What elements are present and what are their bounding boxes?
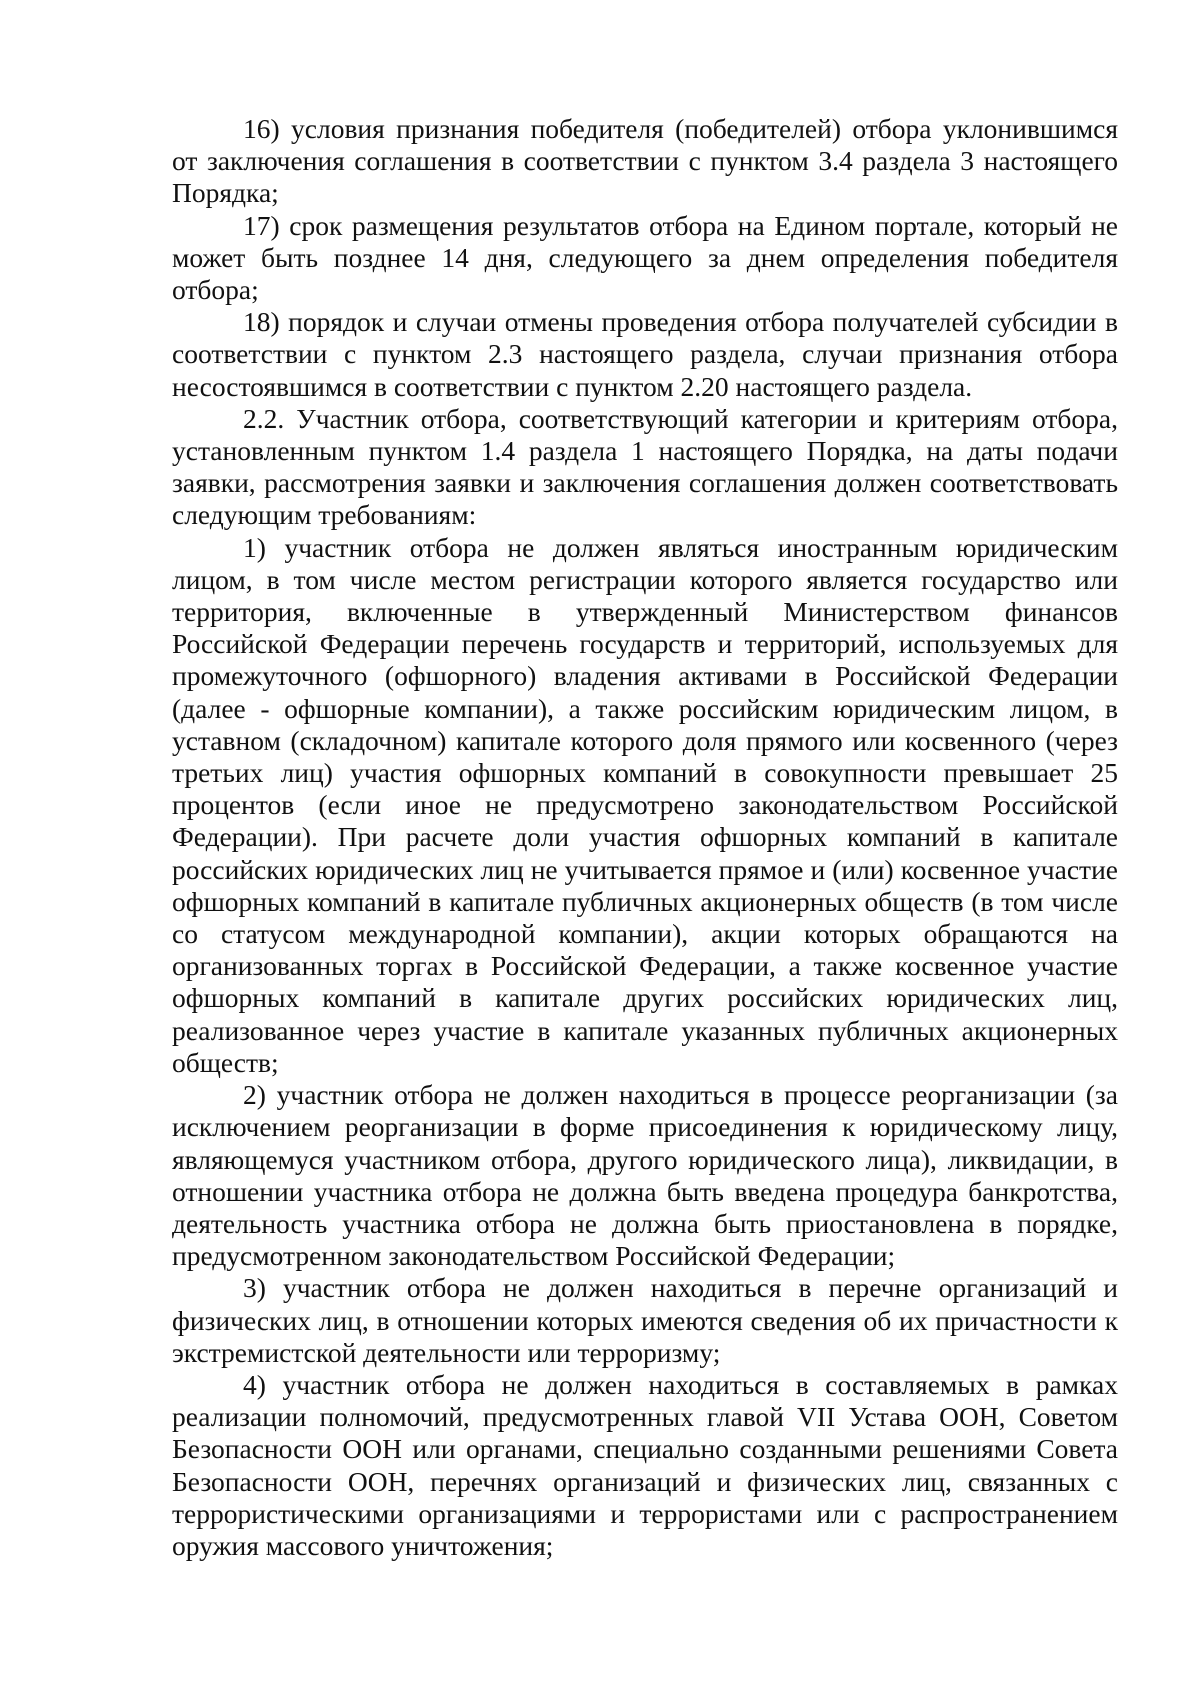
- document-text: [172, 113, 1118, 1562]
- paragraph-requirement-2: 2) участник отбора не должен находиться в процессе реорганизации (за исключением реорганизации в форме присоединения к юридическому лицу, являющемуся участником отбора, другого юридического лица), ликвидации, в отношении участника отбора не должна быть введена процедура банкротства, деятельность участника отбора не должна быть приостановлена в порядке, предусмотренном законодательством Российской Федерации;: [172, 1079, 1118, 1272]
- paragraph-item-17: 17) срок размещения результатов отбора на Едином портале, который не может быть позднее 14 дня, следующего за днем определения победителя отбора;: [172, 209, 1118, 306]
- paragraph-item-16: 16) условия признания победителя (победителей) отбора уклонившимся от заключения соглашения в соответствии с пунктом 3.4 раздела 3 настоящего Порядка;: [172, 113, 1118, 209]
- paragraph-requirement-1: 1) участник отбора не должен являться иностранным юридическим лицом, в том числе местом регистрации которого является государство или территория, включенные в утвержденный Министерством финансов Российской Федерации перечень государств и территорий, используемых для промежуточного (офшорного) владения активами в Российской Федерации (далее - офшорные компании), а также российским юридическим лицом, в уставном (складочном) капитале которого доля прямого или косвенного (через третьих лиц) участия офшорных компаний в совокупности превышает 25 процентов (если иное не предусмотрено законодательством Российской Федерации). При расчете доли участия офшорных компаний в капитале российских юридических лиц не учитывается прямое и (или) косвенное участие офшорных компаний в капитале публичных акционерных обществ (в том числе со статусом международной компании), акции которых обращаются на организованных торгах в Российской Федерации, а также косвенное участие офшорных компаний в капитале других российских юридических лиц, реализованное через участие в капитале указанных публичных акционерных обществ;: [172, 531, 1118, 1078]
- paragraph-section-2-2: 2.2. Участник отбора, соответствующий категории и критериям отбора, установленным пунктом 1.4 раздела 1 настоящего Порядка, на даты подачи заявки, рассмотрения заявки и заключения соглашения должен соответствовать следующим требованиям:: [172, 402, 1118, 531]
- paragraph-requirement-3: 3) участник отбора не должен находиться в перечне организаций и физических лиц, в отношении которых имеются сведения об их причастности к экстремистской деятельности или терроризму;: [172, 1272, 1118, 1368]
- paragraph-requirement-4: 4) участник отбора не должен находиться в составляемых в рамках реализации полномочий, предусмотренных главой VII Устава ООН, Советом Безопасности ООН или органами, специально созданными решениями Совета Безопасности ООН, перечнях организаций и физических лиц, связанных с террористическими организациями и террористами или с распространением оружия массового уничтожения;: [172, 1368, 1118, 1561]
- paragraph-item-18: 18) порядок и случаи отмены проведения отбора получателей субсидии в соответствии с пунктом 2.3 настоящего раздела, случаи признания отбора несостоявшимся в соответствии с пунктом 2.20 настоящего раздела.: [172, 306, 1118, 402]
